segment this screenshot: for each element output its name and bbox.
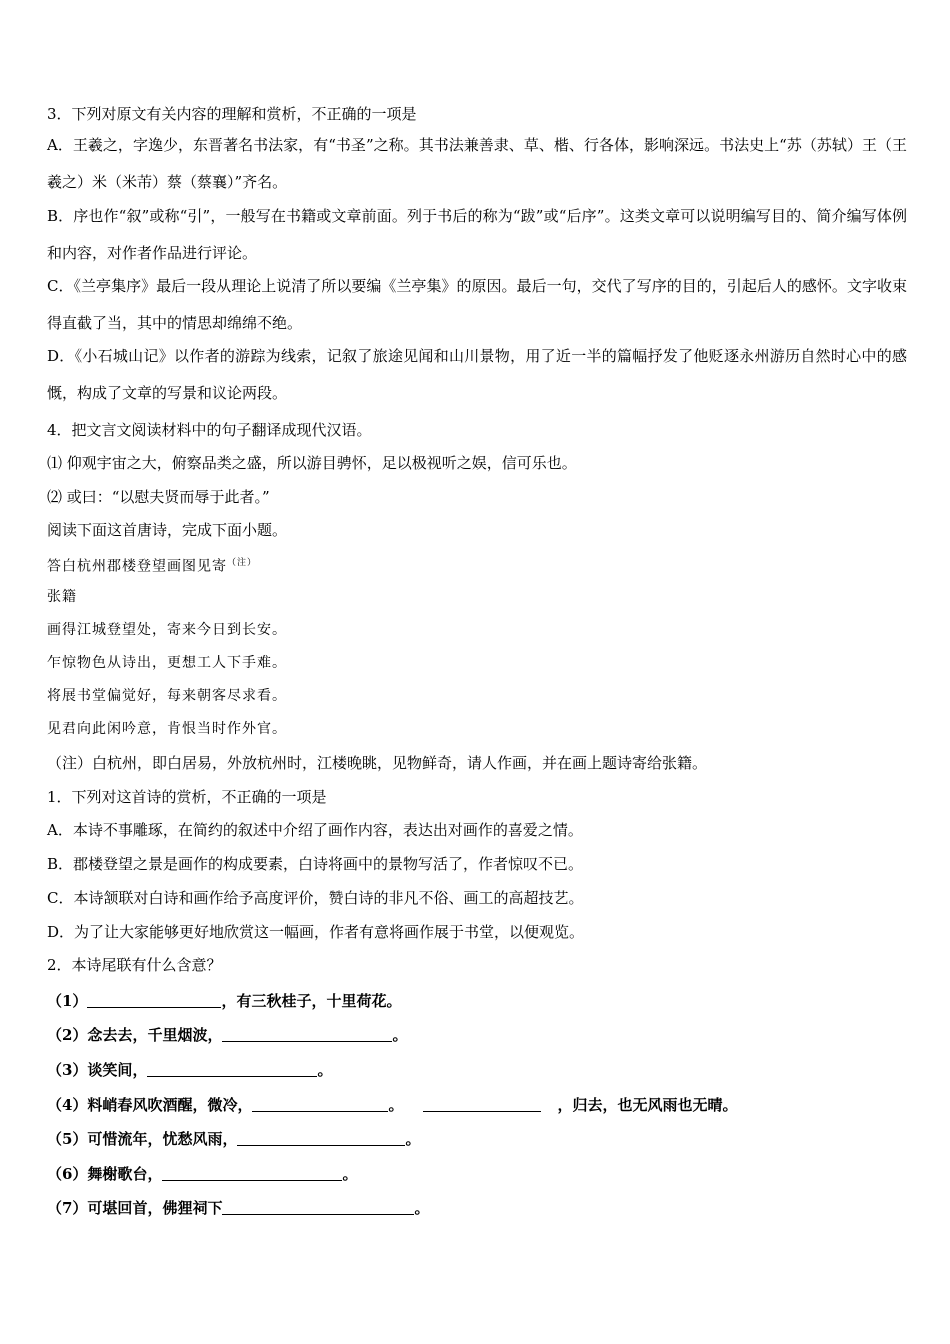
poem-note: （注）白杭州，即白居易，外放杭州时，江楼晚眺，见物鲜奇，请人作画，并在画上题诗寄给张籍。 xyxy=(47,754,708,772)
q3-stem: 3．下列对原文有关内容的理解和赏析，不正确的一项是 xyxy=(47,105,417,123)
fill-item-1 xyxy=(47,991,401,1011)
fill-4-blank-2[interactable] xyxy=(423,1097,541,1112)
fill-1-number: （1） xyxy=(47,992,88,1010)
fill-1-text: ，有三秋桂子，十里荷花。 xyxy=(221,992,402,1010)
fill-7-text: （7）可堪回首，佛狸祠下 xyxy=(47,1199,223,1217)
poem-line-2: 乍惊物色从诗出，更想工人下手难。 xyxy=(47,655,287,671)
q3-option-b: B．序也作“叙”或称“引”，一般写在书籍或文章前面。列于书后的称为“跋”或“后序”。这类文章可以说明编写目的、简介编写体例和内容，对作者作品进行评论。 xyxy=(47,207,907,262)
poem-title xyxy=(47,553,257,577)
fill-3-text: （3）谈笑间， xyxy=(47,1061,148,1079)
fill-item-3 xyxy=(47,1060,332,1080)
fill-1-blank[interactable] xyxy=(87,993,221,1008)
fill-4-blank-1[interactable] xyxy=(252,1097,388,1112)
poem-line-3: 将展书堂偏觉好，每来朝客尽求看。 xyxy=(47,688,287,704)
poem-author: 张籍 xyxy=(47,589,77,605)
pq1-option-b: B．郡楼登望之景是画作的构成要素，白诗将画中的景物写活了，作者惊叹不已。 xyxy=(47,855,584,873)
fill-6-end: 。 xyxy=(342,1165,358,1183)
pq1-stem: 1．下列对这首诗的赏析，不正确的一项是 xyxy=(47,788,327,806)
fill-2-text: （2）念去去，千里烟波， xyxy=(47,1026,223,1044)
fill-item-2 xyxy=(47,1025,407,1045)
poem-intro: 阅读下面这首唐诗，完成下面小题。 xyxy=(47,521,288,539)
q3-option-a: A．王羲之，字逸少，东晋著名书法家，有“书圣”之称。其书法兼善隶、草、楷、行各体，影响深远。书法史上“苏（苏轼）王（王羲之）米（米芾）蔡（蔡襄）”齐名。 xyxy=(47,136,907,191)
fill-6-text: （6）舞榭歌台， xyxy=(47,1165,163,1183)
fill-4-mid: 。 xyxy=(388,1096,404,1114)
poem-title-text: 答白杭州郡楼登望画图见寄 xyxy=(47,558,227,575)
fill-item-6 xyxy=(47,1164,357,1184)
fill-item-7 xyxy=(47,1198,429,1218)
fill-item-5 xyxy=(47,1129,420,1149)
fill-5-end: 。 xyxy=(405,1130,421,1148)
fill-4-end: ，归去，也无风雨也无晴。 xyxy=(557,1096,738,1114)
poem-line-1: 画得江城登望处，寄来今日到长安。 xyxy=(47,622,287,638)
pq1-option-a: A．本诗不事雕琢，在简约的叙述中介绍了画作内容，表达出对画作的喜爱之情。 xyxy=(47,821,583,839)
fill-item-4 xyxy=(47,1095,737,1115)
fill-6-blank[interactable] xyxy=(162,1166,342,1181)
fill-5-blank[interactable] xyxy=(237,1131,405,1146)
poem-line-4: 见君向此闲吟意，肯恨当时作外官。 xyxy=(47,721,287,737)
fill-2-end: 。 xyxy=(392,1026,408,1044)
poem-title-note: （注） xyxy=(227,558,258,568)
q4-sentence-2: ⑵ 或曰：“以慰夫贤而辱于此者。” xyxy=(47,488,270,506)
fill-7-end: 。 xyxy=(414,1199,430,1217)
fill-7-blank[interactable] xyxy=(222,1200,414,1215)
q3-option-d: D．《小石城山记》以作者的游踪为线索，记叙了旅途见闻和山川景物，用了近一半的篇幅抒发了他贬逐永州游历自然时心中的感慨，构成了文章的写景和议论两段。 xyxy=(47,347,907,402)
pq1-option-d: D．为了让大家能够更好地欣赏这一幅画，作者有意将画作展于书堂，以便观览。 xyxy=(47,923,585,941)
pq2-stem: 2．本诗尾联有什么含意？ xyxy=(47,956,222,974)
fill-3-blank[interactable] xyxy=(147,1062,317,1077)
q3-option-c: C．《兰亭集序》最后一段从理论上说清了所以要编《兰亭集》的原因。最后一句，交代了写序的目的，引起后人的感怀。文字收束得直截了当，其中的情思却绵绵不绝。 xyxy=(47,277,907,332)
q4-stem: 4．把文言文阅读材料中的句子翻译成现代汉语。 xyxy=(47,421,372,439)
fill-4-text: （4）料峭春风吹酒醒，微冷， xyxy=(47,1096,253,1114)
pq1-option-c: C．本诗颔联对白诗和画作给予高度评价，赞白诗的非凡不俗、画工的高超技艺。 xyxy=(47,889,584,907)
fill-2-blank[interactable] xyxy=(222,1027,392,1042)
q4-sentence-1: ⑴ 仰观宇宙之大，俯察品类之盛，所以游目骋怀，足以极视听之娱，信可乐也。 xyxy=(47,454,577,472)
fill-3-end: 。 xyxy=(317,1061,333,1079)
fill-5-text: （5）可惜流年，忧愁风雨， xyxy=(47,1130,238,1148)
